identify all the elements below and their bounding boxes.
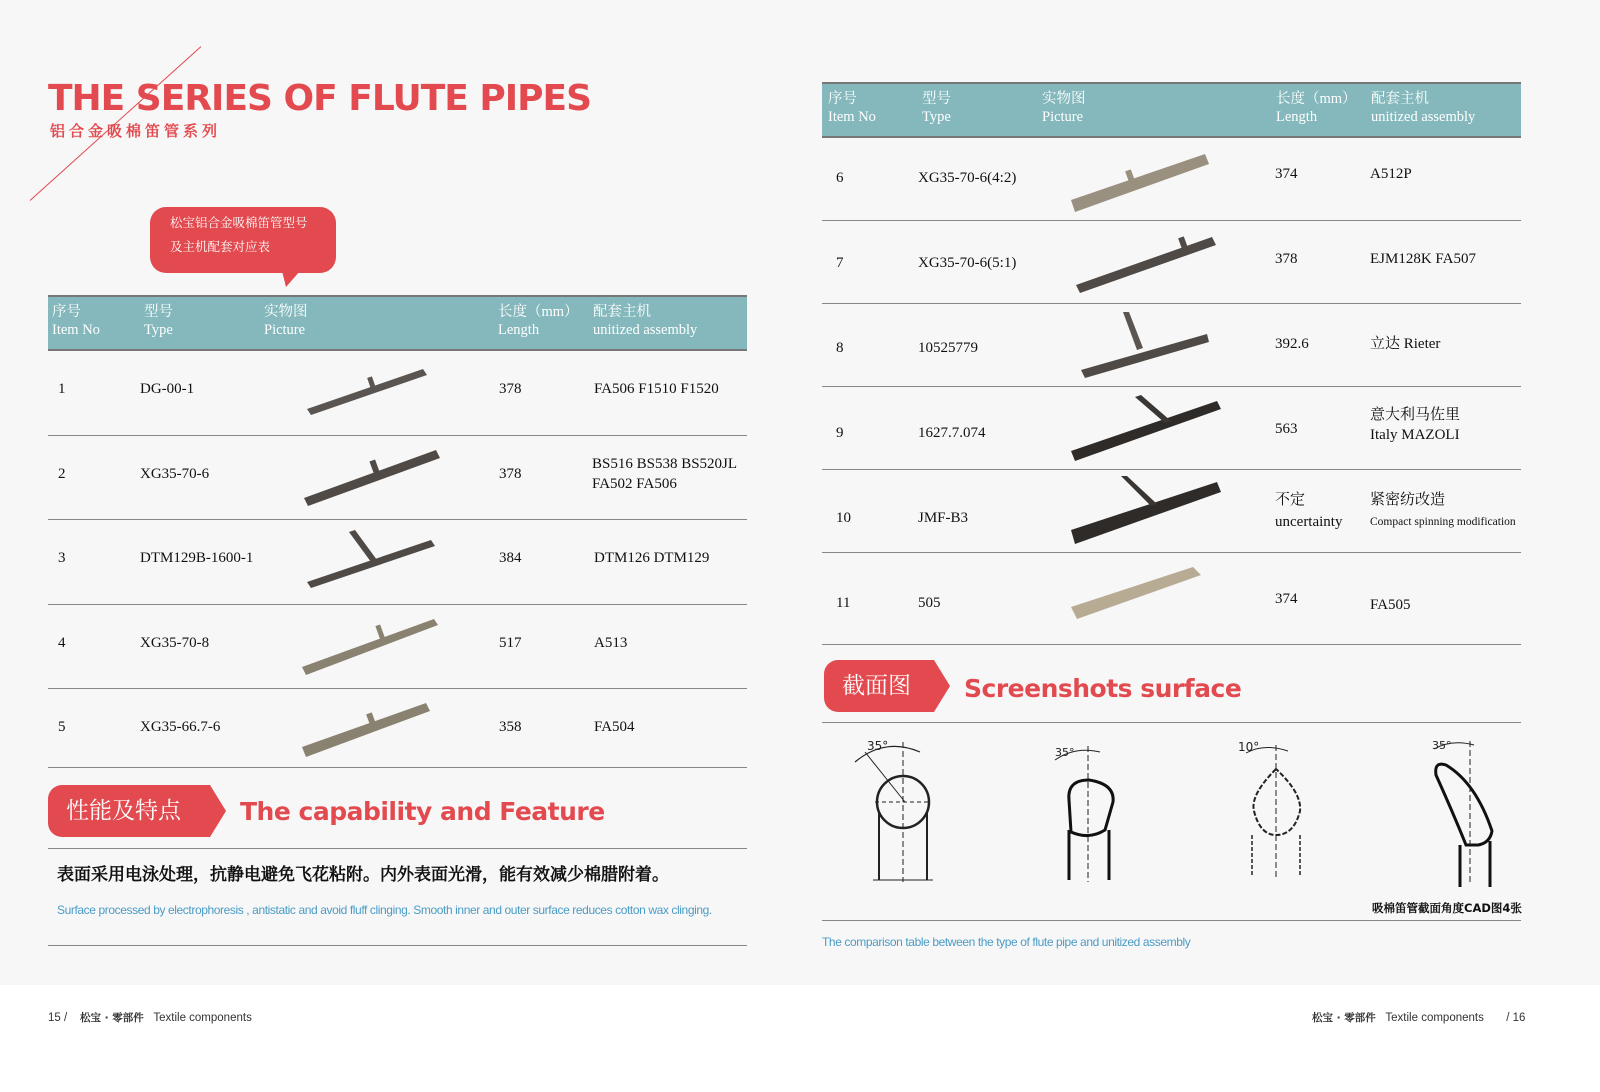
angle-label: 35° bbox=[867, 739, 889, 753]
pipe-image bbox=[303, 361, 433, 417]
table-header: 序号 Item No 型号 Type 实物图 Picture 长度（mm） Length 配套主机 unitized assembly bbox=[822, 82, 1521, 136]
table-row: 9 1627.7.074 563 意大利马佐里 Italy MAZOLI bbox=[822, 387, 1521, 470]
footer-left bbox=[48, 1010, 252, 1025]
table-header: 序号 Item No 型号 Type 实物图 Picture 长度（mm） Length 配套主机 unitized assembly bbox=[48, 295, 747, 349]
pipe-image bbox=[298, 611, 443, 677]
cad-drawing-2 bbox=[1045, 740, 1135, 890]
left-table bbox=[48, 295, 747, 767]
capability-heading: The capability and Feature bbox=[240, 797, 605, 826]
table-row: 3 DTM129B-1600-1 384 DTM126 DTM129 bbox=[48, 520, 747, 605]
table-row: 10 JMF-B3 不定 uncertainty 紧密纺改造 Compact spinning modification bbox=[822, 470, 1521, 553]
angle-label: 10° bbox=[1238, 740, 1260, 754]
footer-label: Textile components bbox=[153, 1012, 252, 1024]
pipe-image bbox=[300, 442, 445, 508]
table-row: 8 10525779 392.6 立达 Rieter bbox=[822, 304, 1521, 387]
page-title: THE SERIES OF FLUTE PIPES bbox=[48, 78, 592, 119]
pipe-image bbox=[1067, 391, 1227, 467]
comparison-caption: The comparison table between the type of flute pipe and unitized assembly bbox=[822, 935, 1191, 949]
bubble-tail bbox=[282, 271, 300, 287]
table-row: 2 XG35-70-6 378 BS516 BS538 BS520JL FA502 FA506 bbox=[48, 436, 747, 520]
pill-arrow bbox=[934, 660, 950, 712]
angle-label: 35° bbox=[1055, 746, 1075, 759]
page-subtitle: 铝合金吸棉笛管系列 bbox=[50, 122, 222, 140]
pipe-image bbox=[1067, 472, 1227, 550]
table-row: 6 XG35-70-6(4:2) 374 A512P bbox=[822, 138, 1521, 221]
footer-right bbox=[1312, 1010, 1525, 1025]
table-row: 5 XG35-66.7-6 358 FA504 bbox=[48, 689, 747, 768]
capability-text-en: Surface processed by electrophoresis , antistatic and avoid fluff clinging. Smooth inner and outer surface reduces cotton wax clinging. bbox=[57, 903, 712, 917]
footer-label: Textile components bbox=[1385, 1012, 1484, 1024]
page-number-left: 15 / bbox=[48, 1012, 68, 1024]
table-row: 4 XG35-70-8 517 A513 bbox=[48, 605, 747, 689]
pipe-image bbox=[303, 526, 443, 592]
pipe-image bbox=[1077, 308, 1217, 380]
screenshots-heading: Screenshots surface bbox=[964, 674, 1242, 703]
pipe-image bbox=[1067, 144, 1217, 214]
capability-pill: 性能及特点 bbox=[48, 785, 210, 837]
angle-label: 35° bbox=[1432, 739, 1452, 752]
bubble-line-1: 松宝铝合金吸棉笛管型号 bbox=[170, 215, 308, 230]
page-number-right: / 16 bbox=[1506, 1012, 1526, 1024]
table-row: 1 DG-00-1 378 FA506 F1510 F1520 bbox=[48, 351, 747, 436]
capability-text-cn: 表面采用电泳处理，抗静电避免飞花粘附。内外表面光滑，能有效减少棉腊附着。 bbox=[57, 865, 669, 885]
bubble-line-2: 及主机配套对应表 bbox=[170, 239, 271, 254]
table-row: 7 XG35-70-6(5:1) 378 EJM128K FA507 bbox=[822, 221, 1521, 304]
speech-bubble bbox=[150, 207, 336, 273]
cad-caption: 吸棉笛管截面角度CAD图4张 bbox=[1372, 901, 1522, 915]
footer-brand: 松宝 · 零部件 bbox=[79, 1012, 144, 1024]
cad-drawing-3 bbox=[1230, 735, 1320, 885]
screenshots-pill: 截面图 bbox=[824, 660, 934, 712]
cad-drawing-4 bbox=[1420, 735, 1510, 895]
pipe-image bbox=[1067, 563, 1207, 625]
pipe-image bbox=[1072, 227, 1222, 297]
table-row: 11 505 374 FA505 bbox=[822, 553, 1521, 645]
pipe-image bbox=[298, 695, 438, 761]
right-table bbox=[822, 82, 1521, 644]
footer-brand: 松宝 · 零部件 bbox=[1312, 1012, 1376, 1024]
cad-drawing-1 bbox=[845, 732, 945, 892]
pill-arrow bbox=[210, 785, 226, 837]
